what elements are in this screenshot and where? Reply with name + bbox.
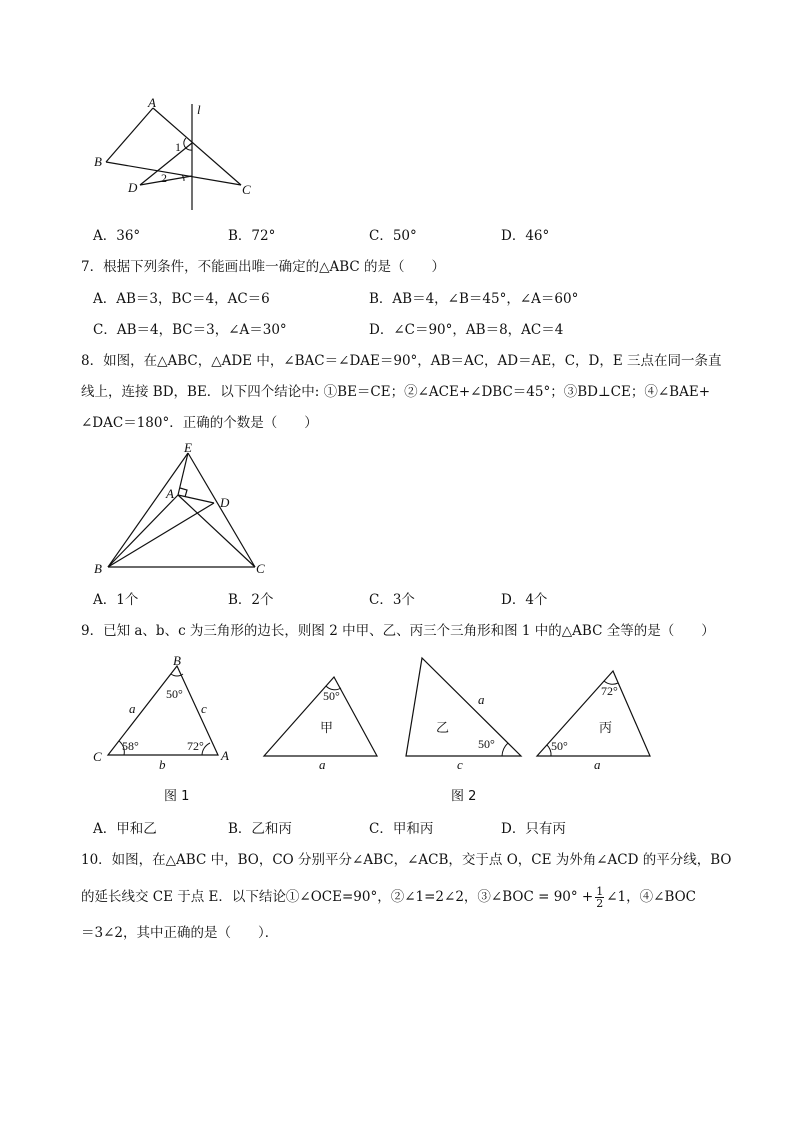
fig1-label-a: A (221, 748, 229, 763)
fig1-angle-c: 58° (122, 739, 139, 753)
bing-angle-left: 50° (551, 739, 568, 753)
label-b: B (94, 154, 102, 169)
fraction-numerator: 1 (596, 885, 604, 898)
q7-option-a[interactable]: A．AB＝3，BC＝4，AC＝6 (93, 291, 270, 307)
label-angle-2: 2 (161, 171, 167, 185)
q8-stem-line1: 8．如图，在△ABC，△ADE 中，∠BAC＝∠DAE＝90°，AB＝AC，AD＝AE，C，D，E 三点在同一条直 (81, 353, 722, 369)
bing-angle-top: 72° (601, 684, 618, 698)
label-b: B (94, 561, 102, 576)
label-d: D (220, 495, 230, 510)
q6-figure (88, 96, 268, 216)
jia-triangle (264, 677, 377, 756)
q10-stem-line1: 10．如图，在△ABC 中，BO，CO 分别平分∠ABC，∠ACB，交于点 O，CE 为外角∠ACD 的平分线，BO (81, 852, 732, 868)
segment-bc (106, 162, 241, 185)
yi-name: 乙 (436, 721, 450, 736)
label-c: C (242, 182, 251, 197)
fig1-angle-b: 50° (166, 687, 183, 701)
q8-stem-line3: ∠DAC＝180°．正确的个数是（ ） (81, 415, 318, 431)
yi-angle: 50° (478, 737, 495, 751)
fig1-caption: 图 1 (164, 789, 190, 804)
q8-option-a[interactable]: A．1个 (93, 592, 139, 608)
q7-option-b[interactable]: B．AB＝4，∠B＝45°，∠A＝60° (369, 291, 579, 307)
fraction-one-half (595, 886, 604, 909)
bing-name: 丙 (599, 721, 613, 736)
q6-option-b[interactable]: B．72° (228, 228, 276, 244)
q9-option-c[interactable]: C．甲和丙 (369, 821, 434, 837)
q6-option-d[interactable]: D．46° (501, 228, 550, 244)
q7-stem: 7．根据下列条件，不能画出唯一确定的△ABC 的是（ ） (81, 259, 446, 275)
fig1-side-c: c (201, 701, 207, 716)
q10-stem-line2 (81, 886, 696, 909)
fig1-side-a: a (129, 701, 136, 716)
q9-option-a[interactable]: A．甲和乙 (93, 821, 157, 837)
fig1-angle-a: 72° (187, 739, 204, 753)
q9-figures (88, 650, 668, 810)
label-l: l (197, 102, 201, 117)
q10-line2-part-a: 的延长线交 CE 于点 E．以下结论①∠OCE=90°，②∠1=2∠2，③∠BOC = 90° + (81, 889, 594, 905)
q7-option-d[interactable]: D．∠C＝90°，AB＝8，AC＝4 (369, 322, 564, 338)
segment-ec (188, 453, 255, 567)
segment-ad (178, 495, 214, 503)
q6-option-a[interactable]: A．36° (93, 228, 141, 244)
q9-stem: 9．已知 a、b、c 为三角形的边长，则图 2 中甲、乙、丙三个三角形和图 1 中的△ABC 全等的是（ ） (81, 623, 715, 639)
yi-side-bottom: c (457, 757, 463, 772)
fig1-label-c: C (93, 749, 102, 764)
fig1-side-b: b (159, 757, 166, 772)
yi-triangle (406, 658, 521, 756)
q8-option-b[interactable]: B．2个 (228, 592, 274, 608)
label-a: A (166, 486, 174, 501)
fig1-label-b: B (173, 653, 181, 668)
segment-ac (178, 495, 255, 567)
jia-side: a (319, 757, 326, 772)
segment-eb (108, 453, 188, 567)
q9-option-b[interactable]: B．乙和丙 (228, 821, 292, 837)
q8-figure (88, 440, 278, 580)
jia-name: 甲 (320, 721, 334, 736)
fig2-caption: 图 2 (451, 789, 477, 804)
q7-option-c[interactable]: C．AB＝4，BC＝3，∠A＝30° (93, 322, 287, 338)
label-d: D (128, 180, 138, 195)
q10-stem-line3: ＝3∠2，其中正确的是（ ）． (81, 925, 279, 941)
label-angle-1: 1 (175, 140, 181, 154)
yi-side-slant: a (478, 692, 485, 707)
q8-stem-line2: 线上，连接 BD，BE．以下四个结论中: ①BE＝CE；②∠ACE+∠DBC＝45°；③BD⊥CE；④∠BAE+ (81, 384, 711, 400)
fraction-denominator: 2 (596, 897, 604, 910)
label-a: A (148, 96, 156, 110)
q6-option-c[interactable]: C．50° (369, 228, 417, 244)
label-c: C (256, 561, 265, 576)
q8-option-d[interactable]: D．4个 (501, 592, 548, 608)
segment-ab (106, 108, 153, 162)
q8-option-c[interactable]: C．3个 (369, 592, 415, 608)
bing-side: a (594, 757, 601, 772)
q10-line2-part-b: ∠1，④∠BOC (606, 889, 697, 905)
q9-option-d[interactable]: D．只有丙 (501, 821, 566, 837)
label-e: E (184, 440, 192, 455)
jia-angle: 50° (323, 689, 340, 703)
yi-angle-arc (502, 743, 508, 756)
